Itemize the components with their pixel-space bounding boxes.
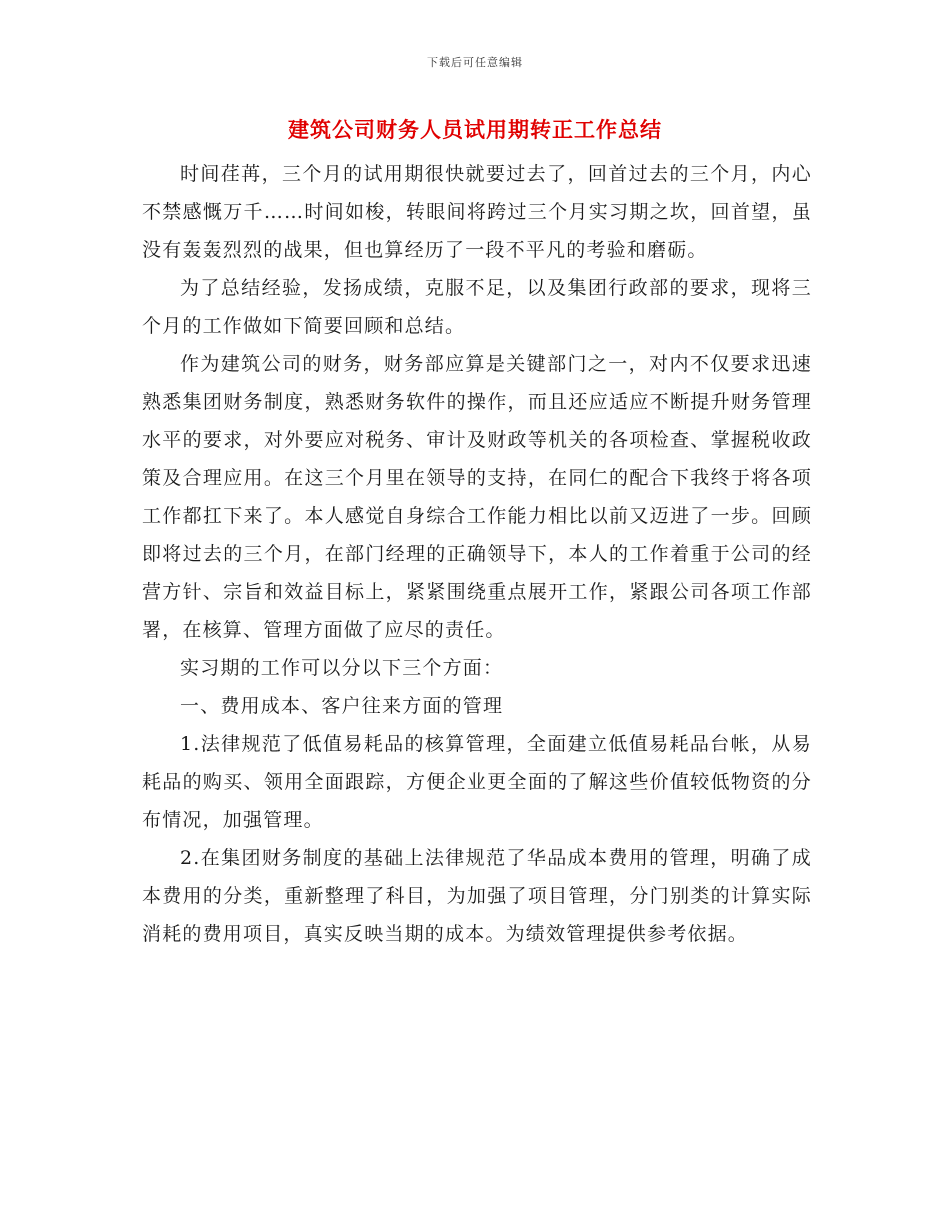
paragraph: 时间荏苒，三个月的试用期很快就要过去了，回首过去的三个月，内心不禁感慨万千……时间如梭，转眼间将跨过三个月实习期之坎，回首望，虽没有轰轰烈烈的战果，但也算经历了一段不平凡的考验和磨砺。 <box>142 163 812 261</box>
paragraph: 实习期的工作可以分以下三个方面： <box>180 657 504 679</box>
paragraph: 2.在集团财务制度的基础上法律规范了华品成本费用的管理，明确了成本费用的分类，重新整理了科目，为加强了项目管理，分门别类的计算实际消耗的费用项目，真实反映当期的成本。为绩效管理提供参考依据。 <box>142 847 812 945</box>
header-note: 下载后可任意编辑 <box>427 56 523 69</box>
section-heading: 一、费用成本、客户往来方面的管理 <box>180 695 504 717</box>
document-title: 建筑公司财务人员试用期转正工作总结 <box>288 117 662 142</box>
paragraph: 1.法律规范了低值易耗品的核算管理，全面建立低值易耗品台帐，从易耗品的购买、领用全面跟踪，方便企业更全面的了解这些价值较低物资的分布情况，加强管理。 <box>142 733 812 831</box>
document-body <box>142 155 812 953</box>
paragraph: 为了总结经验，发扬成绩，克服不足，以及集团行政部的要求，现将三个月的工作做如下简要回顾和总结。 <box>142 277 812 337</box>
paragraph: 作为建筑公司的财务，财务部应算是关键部门之一，对内不仅要求迅速熟悉集团财务制度，熟悉财务软件的操作，而且还应适应不断提升财务管理水平的要求，对外要应对税务、审计及财政等机关的各项检查、掌握税收政策及合理应用。在这三个月里在领导的支持，在同仁的配合下我终于将各项工作都扛下来了。本人感觉自身综合工作能力相比以前又迈进了一步。回顾即将过去的三个月，在部门经理的正确领导下，本人的工作着重于公司的经营方针、宗旨和效益目标上，紧紧围绕重点展开工作，紧跟公司各项工作部署，在核算、管理方面做了应尽的责任。 <box>142 353 812 641</box>
